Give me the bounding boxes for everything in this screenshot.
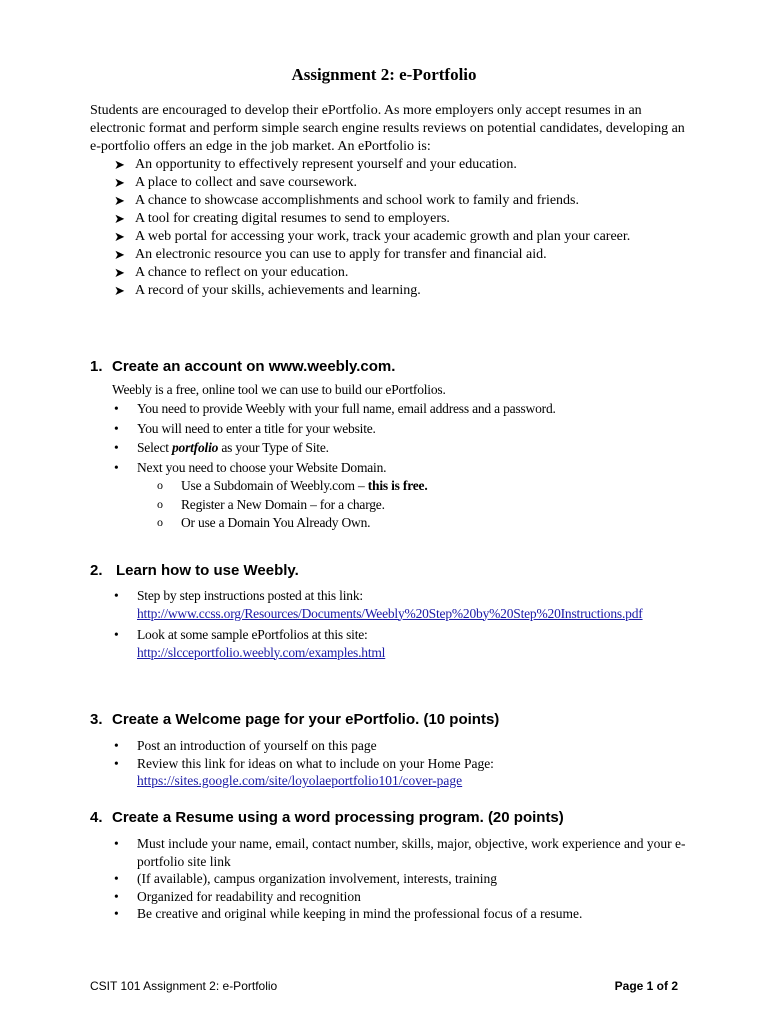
bullet-icon: • <box>114 906 119 921</box>
examples-link[interactable]: http://slcceportfolio.weebly.com/examples.html <box>137 644 386 660</box>
section-list <box>90 737 690 790</box>
list-item: • You need to provide Weebly with your full name, email address and a password. <box>114 401 556 416</box>
list-item: ➤ An electronic resource you can use to apply for transfer and financial aid. <box>114 247 547 262</box>
bullet-icon: • <box>114 440 119 455</box>
arrow-bullet-icon: ➤ <box>114 283 125 298</box>
intro-paragraph: Students are encouraged to develop their ePortfolio. As more employers only accept resumes in an electronic format and perform simple search engine results reviews on potential candidates, developing an e-portfolio offers an edge in the job market. An ePortfolio is: <box>90 103 685 154</box>
home-page-ideas-link[interactable]: https://sites.google.com/site/loyolaeportfolio101/cover-page <box>137 773 463 788</box>
list-item: ➤ A web portal for accessing your work, track your academic growth and plan your career. <box>114 229 631 244</box>
section-list <box>90 835 690 923</box>
list-item: • You will need to enter a title for your website. <box>114 420 376 436</box>
list-item: ➤ A chance to reflect on your education. <box>114 265 349 280</box>
section-heading: 3. Create a Welcome page for your ePortfolio. (10 points) <box>90 711 500 728</box>
list-item: • Step by step instructions posted at this link: http://www.ccss.org/Resources/Documents/Weebly%20Step%20by%20Step%20Instructions.pdf <box>114 588 643 621</box>
section-list <box>90 400 690 532</box>
list-item: • Must include your name, email, contact number, skills, major, objective, work experience and your e-portfolio site link <box>114 836 686 869</box>
instructions-link[interactable]: http://www.ccss.org/Resources/Documents/Weebly%20Step%20by%20Step%20Instructions.pdf <box>137 605 643 621</box>
arrow-bullet-icon: ➤ <box>114 193 125 208</box>
section-heading: 1. Create an account on www.weebly.com. <box>90 358 396 375</box>
bullet-icon: • <box>114 588 119 603</box>
arrow-bullet-icon: ➤ <box>114 229 125 244</box>
section-create-account <box>90 357 690 534</box>
circle-bullet-icon: o <box>157 515 163 529</box>
intro-list <box>90 156 690 300</box>
sub-list-item: o Or use a Domain You Already Own. <box>157 515 371 530</box>
list-item: • Next you need to choose your Website Domain. o Use a Subdomain of Weebly.com – this is free. o Register a New Domain – for a charge. o Or use a Domain You Already Own. <box>114 459 690 532</box>
section-welcome-page <box>90 710 690 792</box>
list-item: • Select portfolio as your Type of Site. <box>114 440 329 455</box>
page-footer <box>90 978 678 994</box>
list-item: ➤ A record of your skills, achievements and learning. <box>114 283 421 298</box>
footer-course-label: CSIT 101 Assignment 2: e-Portfolio <box>90 979 278 993</box>
list-item: ➤ A chance to showcase accomplishments and school work to family and friends. <box>114 193 579 208</box>
list-item: • Be creative and original while keeping in mind the professional focus of a resume. <box>114 906 583 921</box>
list-item: • Review this link for ideas on what to include on your Home Page: https://sites.google.com/site/loyolaeportfolio101/cover-page <box>114 755 494 788</box>
bullet-icon: • <box>114 888 119 904</box>
intro-section <box>90 102 690 300</box>
list-item: • Organized for readability and recognition <box>114 888 361 904</box>
section-resume <box>90 808 690 923</box>
arrow-bullet-icon: ➤ <box>114 157 125 172</box>
section-heading: 4. Create a Resume using a word processing program. (20 points) <box>90 809 564 826</box>
sub-list-item: o Register a New Domain – for a charge. <box>157 496 385 512</box>
arrow-bullet-icon: ➤ <box>114 175 125 190</box>
section-list <box>90 587 690 661</box>
bullet-icon: • <box>114 420 119 436</box>
bullet-icon: • <box>114 401 119 416</box>
section-description: Weebly is a free, online tool we can use to build our ePortfolios. <box>112 382 446 397</box>
bullet-icon: • <box>114 755 119 771</box>
section-heading: 2. Learn how to use Weebly. <box>90 562 299 579</box>
bullet-icon: • <box>114 836 119 851</box>
page-number: Page 1 of 2 <box>614 979 678 993</box>
list-item: • Post an introduction of yourself on this page <box>114 738 377 753</box>
list-item: ➤ An opportunity to effectively represent yourself and your education. <box>114 157 517 172</box>
arrow-bullet-icon: ➤ <box>114 211 125 226</box>
list-item: • (If available), campus organization involvement, interests, training <box>114 871 498 886</box>
arrow-bullet-icon: ➤ <box>114 247 125 262</box>
bullet-icon: • <box>114 871 119 886</box>
list-item: ➤ A tool for creating digital resumes to send to employers. <box>114 211 450 226</box>
sub-list <box>137 477 690 532</box>
list-item: • Look at some sample ePortfolios at this site: http://slcceportfolio.weebly.com/examples.html <box>114 627 386 660</box>
arrow-bullet-icon: ➤ <box>114 265 125 280</box>
circle-bullet-icon: o <box>157 496 163 511</box>
bullet-icon: • <box>114 459 119 475</box>
list-item: ➤ A place to collect and save coursework. <box>114 175 357 190</box>
page-title: Assignment 2: e-Portfolio <box>291 65 477 84</box>
bullet-icon: • <box>114 738 119 753</box>
bullet-icon: • <box>114 627 119 642</box>
section-learn-weebly <box>90 561 690 663</box>
sub-list-item: o Use a Subdomain of Weebly.com – this is free. <box>157 478 428 493</box>
circle-bullet-icon: o <box>157 478 163 492</box>
